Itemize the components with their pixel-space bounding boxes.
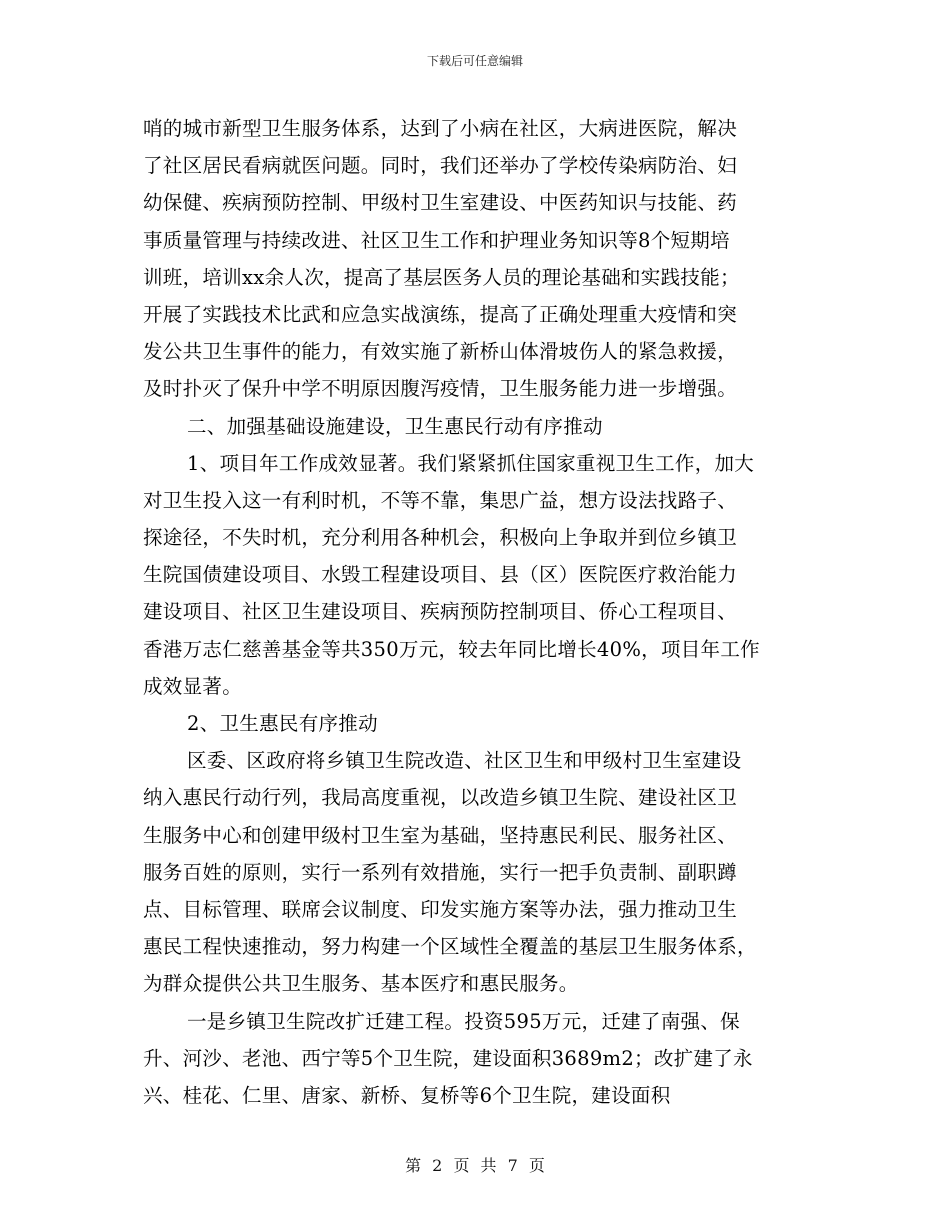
text-line: 了社区居民看病就医问题。同时，我们还举办了学校传染病防治、妇: [143, 154, 738, 178]
text-line: 开展了实践技术比武和应急实战演练，提高了正确处理重大疫情和突: [143, 302, 738, 326]
header-note: 下载后可任意编辑: [426, 54, 523, 68]
text-line: 香港万志仁慈善基金等共350万元，较去年同比增长40%，项目年工作: [143, 637, 760, 661]
text-line: 升、河沙、老池、西宁等5个卫生院，建设面积3689m2；改扩建了永: [143, 1046, 753, 1070]
text-line: 成效显著。: [143, 674, 243, 698]
page-footer: 第 2 页 共 7 页: [405, 1156, 545, 1175]
text-line: 1、项目年工作成效显著。我们紧紧抓住国家重视卫生工作，加大: [187, 451, 755, 475]
text-line: 一是乡镇卫生院改扩迁建工程。投资595万元，迁建了南强、保: [187, 1009, 740, 1033]
text-line: 兴、桂花、仁里、唐家、新桥、复桥等6个卫生院，建设面积: [143, 1083, 671, 1107]
text-line: 事质量管理与持续改进、社区卫生工作和护理业务知识等8个短期培: [143, 228, 730, 252]
text-line: 生院国债建设项目、水毁工程建设项目、县（区）医院医疗救治能力: [143, 563, 738, 587]
text-line: 二、加强基础设施建设，卫生惠民行动有序推动: [187, 414, 603, 438]
text-line: 幼保健、疾病预防控制、甲级村卫生室建设、中医药知识与技能、药: [143, 191, 738, 215]
text-line: 训班，培训xx余人次，提高了基层医务人员的理论基础和实践技能；: [143, 265, 740, 289]
text-line: 及时扑灭了保升中学不明原因腹泻疫情，卫生服务能力进一步增强。: [143, 377, 738, 401]
document-body: [143, 110, 811, 1114]
text-line: 2、卫生惠民有序推动: [187, 712, 378, 735]
text-line: 纳入惠民行动行列，我局高度重视，以改造乡镇卫生院、建设社区卫: [143, 786, 738, 810]
text-line: 建设项目、社区卫生建设项目、疾病预防控制项目、侨心工程项目、: [143, 600, 738, 624]
text-line: 惠民工程快速推动，努力构建一个区域性全覆盖的基层卫生服务体系，: [143, 935, 757, 959]
text-line: 哨的城市新型卫生服务体系，达到了小病在社区，大病进医院，解决: [143, 117, 738, 140]
text-line: 生服务中心和创建甲级村卫生室为基础，坚持惠民利民、服务社区、: [143, 823, 738, 847]
text-line: 区委、区政府将乡镇卫生院改造、社区卫生和甲级村卫生室建设: [187, 749, 742, 773]
text-line: 服务百姓的原则，实行一系列有效措施，实行一把手负责制、副职蹲: [143, 860, 738, 884]
text-line: 对卫生投入这一有利时机，不等不靠，集思广益，想方设法找路子、: [143, 488, 738, 512]
text-line: 探途径，不失时机，充分利用各种机会，积极向上争取并到位乡镇卫: [143, 526, 738, 550]
text-line: 为群众提供公共卫生服务、基本医疗和惠民服务。: [143, 972, 579, 996]
text-line: 点、目标管理、联席会议制度、印发实施方案等办法，强力推动卫生: [143, 897, 738, 921]
text-line: 发公共卫生事件的能力，有效实施了新桥山体滑坡伤人的紧急救援，: [143, 340, 738, 364]
